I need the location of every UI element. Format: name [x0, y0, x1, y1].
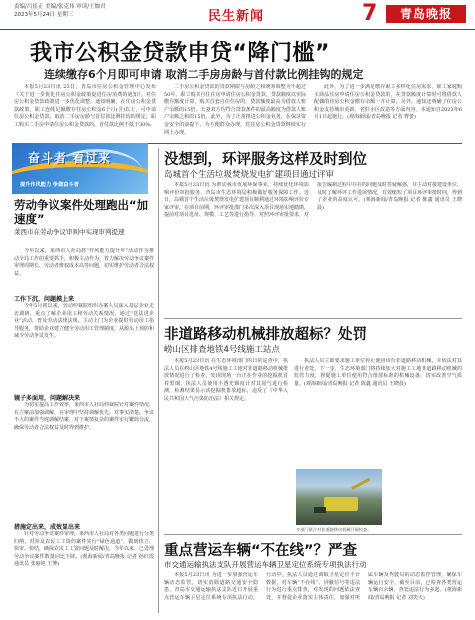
lead-paragraph: 本报5月23日讯 23日，青岛市住房公积金管理中心发布《关于进一步优化住房公积金政策促进住房消费的通知》，对住房公积金贷款政策进一步优化调整。通知明确，在住房公积金贷款政策，职工连续足额缴存住房公积金6个月(含)以上，可申请住房公积金贷款，取消二手房房龄与首付款比例挂钩的规定，职工购买二手房申请住房公积金贷款的，首付款比例不低于30%。 [14, 84, 156, 128]
lead-paragraph: 此外，为了进一步满足缴存职工多样化住房需求，职工家庭购买商品住房申请住房公积金贷款的，在贷款额度计算时可将借款人配偶的住房公积金缴存余额一并计算。另外，通知还明确了住房公积金支持城市更新、老旧小区改造等方面内容。本通知自2023年6月1日起施行。(观海新闻/青岛晚报 记者 曹蕾) [314, 84, 462, 121]
left-story-title: 劳动争议案件处理跑出“加速度” [14, 198, 149, 226]
right-top-title: 没想到，环评服务这样及时到位 [164, 152, 367, 168]
lead-column-1 [14, 84, 156, 142]
right-top-subtitle: 岛城首个生活垃圾焚烧发电扩建项目通过评审 [164, 170, 335, 180]
machine-graphic [314, 507, 326, 513]
photo-caption: 多部门联合对非道路移动机械开展检查。 [296, 527, 372, 532]
left-section-body [14, 303, 154, 391]
left-section-heading: 工作下沉，问题摸上来 [14, 296, 75, 303]
newspaper-logo: 青岛晚报 [386, 5, 466, 23]
lead-column-3 [314, 84, 462, 142]
section-title: 民生新闻 [208, 9, 265, 24]
mid-right-body-right [294, 358, 462, 466]
left-section-heading: 措施定出来，成效显出来 [14, 524, 81, 531]
lead-subhead: 连续缴存6个月即可申请 取消二手房房龄与首付款比例挂钩的规定 [44, 68, 364, 81]
left-section-body [14, 402, 154, 520]
excavator-arm-graphic [351, 478, 370, 490]
banner-title: 奋斗者 看过来 [28, 151, 112, 165]
mid-right-subtitle: 崂山区排查地铁4号线施工站点 [164, 345, 280, 355]
mid-right-body-left [164, 358, 288, 530]
paragraph: 今年5月初以来，劳动仲裁院组织办案人员深入基层企业走访调研，重点了解企业用工和劳动关系情况，通过“送法进企业”活动，普及劳动法律法规，主动上门为企业提供劳动用工指导服务，帮助企业建立健全劳动用工管理制度，从源头上预防和减少劳动争议发生。 [14, 303, 154, 340]
mid-right-title: 非道路移动机械排放超标？处罚 [164, 327, 367, 343]
divider [164, 318, 462, 319]
bottom-title: 重点营运车辆“不在线”？严查 [164, 543, 358, 559]
divider [164, 534, 462, 535]
page-number: 7 [362, 1, 378, 26]
right-top-body [164, 182, 462, 312]
left-section-heading: 镜子多面用，问题解决来 [14, 395, 81, 402]
paragraph: 为切实提高工作效率，莱西市人社局仲裁院针对案件情况，在立案前加强调解，在审理中坚持调解优先，对事实清楚、争议不大的案件当庭调解结案，对于案情复杂的案件实行繁简分流，确保劳动者合法权益及时得到维护。 [14, 402, 154, 431]
excavator-graphic [324, 497, 358, 511]
page-header [0, 0, 475, 30]
paragraph: 本报5月23日讯 为推动我市发展环保事业，持续优化环境影响评价审批服务，青岛市生态环境局积极做好服务保障工作。近日，岛城首个生活垃圾焚烧发电扩建项目顺利通过环境影响评价专家评审。在项目前期，环评审批部门多次深入项目现场实地踏勘，提前对项目选址、规模、工艺等进行指导，对照环评审批要求，对报告编制过程中存在的问题及时答疑解惑，并主动对接建设单位，及时了解环评工作进展情况，有效缩短了项目环评审批时间，得到了企业的高度认可。(观海新闻/青岛晚报 记者 陈鑫 通讯员 王晓晨) [164, 182, 462, 219]
bottom-subtitle: 市交通运输执法支队开展营运车辆卫星定位系统专项执法行动 [164, 560, 367, 569]
inspection-photo [296, 469, 382, 525]
campaign-banner [12, 143, 148, 194]
column-divider [158, 148, 159, 613]
paragraph: 本报5月23日讯 在生态环境部门的日常巡查中，执法人员在崂山区地铁4号线施工工地对非道路移动机械排放情况进行了检查，发现现场一台正在作业的挖掘机冒着黑烟。执法人员使用不透光烟度计对其尾气进行检测，检测结果显示该挖掘机排放超标，违反了《中华人民共和国大气污染防治法》相关规定。 [164, 358, 288, 402]
bottom-body [164, 572, 462, 616]
date-line: 2023年5月24日 星期三 [14, 12, 74, 18]
lead-headline: 我市公积金贷款申贷“降门槛” [30, 41, 330, 66]
paragraph: 本报5月23日讯 为进一步加强营运车辆动态监管，切实消除道路交通安全隐患，青岛市交通运输执法支队近日开展重点营运车辆卫星定位系统专项执法行动。行动中，执法人员通过调取卫星定位平台数据，对车辆“不在线”、屏蔽信号等违法行为进行重点排查，对发现的问题依法查处，并督促企业落实主体责任，加强对所属车辆及驾驶员的动态监控管理，确保车辆运行安全。截至目前，已检查各类营运车辆百余辆，查处违法行为多起。(观海新闻/青岛晚报 记者 刘笑天) [164, 572, 462, 601]
header-meta [14, 3, 106, 19]
editor-line: 责编/吕崔正 美编/张克伟 审读/王恤君 [14, 4, 106, 10]
paragraph: 执法人员立即要求施工单位停止使用该台非道路移动机械，并依法对其进行查处。下一步，生态环境部门将持续加大对施工工地非道路移动机械的监管力度，督促施工单位使用符合排放标准的机械设备，切实改善空气质量。(观海新闻/青岛晚报 记者 陈鑫 通讯员 王晓晨) [294, 358, 462, 387]
paragraph: 针对劳动争议案件审理，莱西市人社局对各类问题进行分类归纳，对涉及农民工工资的案件实行“绿色通道”，做到快立、快审、快结，确保农民工工资问题及时解决。今年以来，已处理劳动争议案件数量同比下降。(观海新闻/青岛晚报 记者 孙红霞 通讯员 张丽艳 王博) [14, 531, 154, 568]
left-story-subtitle: 莱西市在劳动争议审判中实现审判提速 [14, 228, 125, 236]
left-story-intro [14, 248, 154, 292]
paragraph: 今年以来，莱西市人社局将“作风能力提升年”活动作为推动全局工作的重要抓手，积极主动作为，着力解决劳动争议案件审理周期长、劳动者维权成本高等问题，切实维护劳动者合法权益。 [14, 248, 154, 277]
left-section-body [14, 531, 154, 613]
lead-paragraph: 二手房公积金贷款的贷款期限与房龄之和统筹调整为不超过50年。职工购买自住住房申请住房公积金贷款，贷款额度以实际缴存额度计算，购买首套自住住房的，贷款额度最高为借款人账户余额的15倍，夫妻双方均符合贷款条件的最高额度为借款人账户余额之和的15倍。此外，为了正常推进公积金业务，在保证资金安全的前提下，为方便群众办理，对住房公积金贷款继续实行网上办理。 [164, 84, 306, 136]
banner-slogan: 提升作风能力 争做奋斗者 [20, 182, 79, 188]
lead-column-2 [164, 84, 306, 142]
